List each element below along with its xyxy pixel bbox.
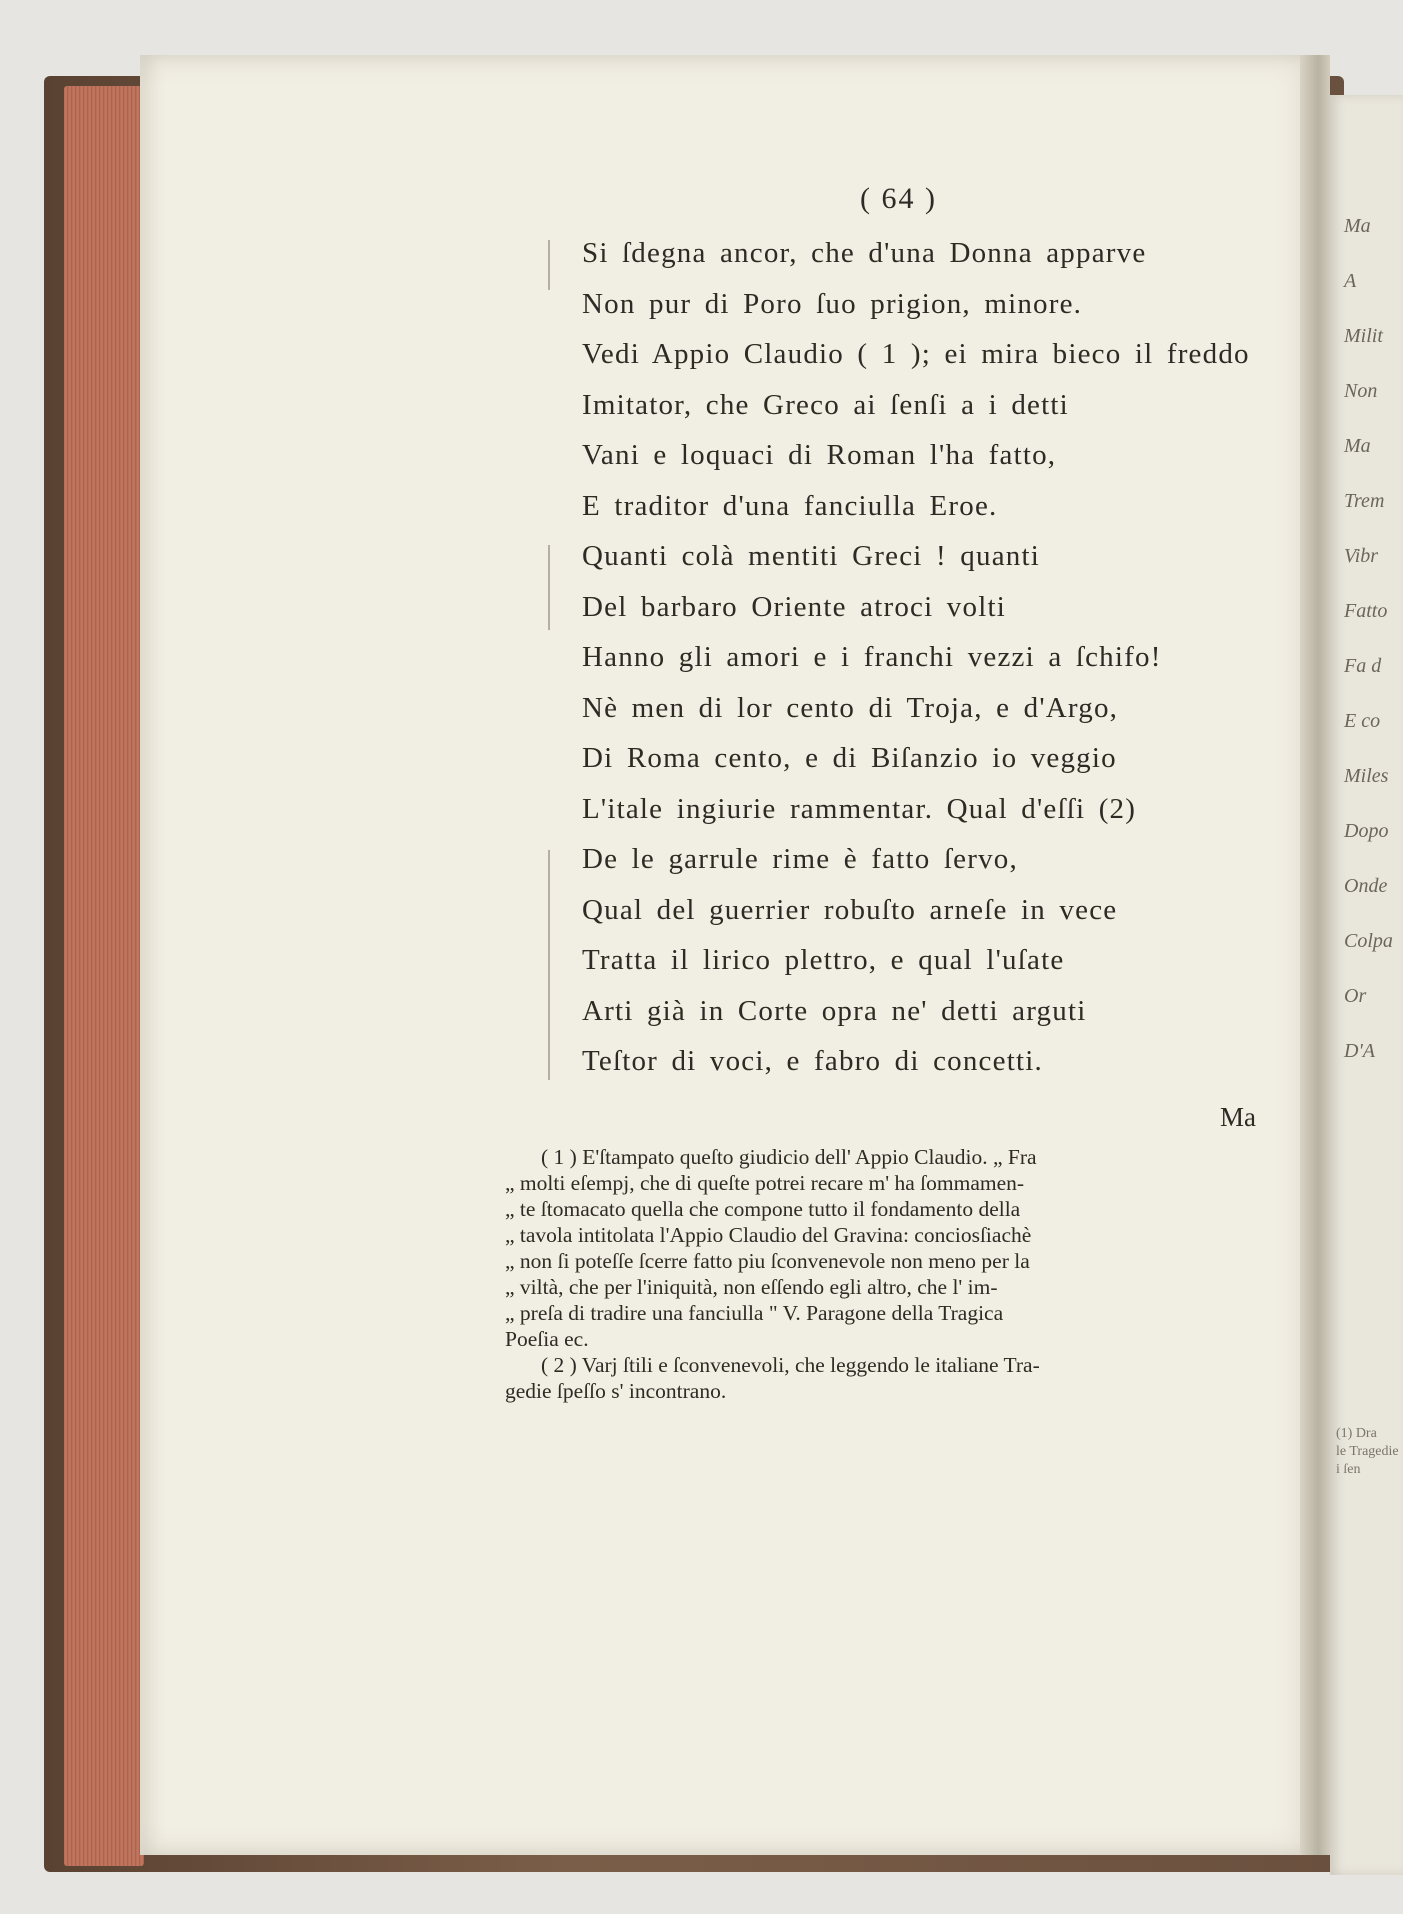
footnote-line: „ te ſtomacato quella che compone tutto il fondamento della [505,1197,1021,1221]
peek-word: Ma [1344,215,1371,237]
right-page-peek [1330,95,1403,1875]
verse-line: De le garrule rime è fatto ſervo, [582,843,1018,875]
verse-line: Nè men di lor cento di Troja, e d'Argo, [582,691,1119,724]
page-number: ( 64 ) [860,182,937,215]
peek-word: Colpa [1344,930,1393,952]
peek-word: Vibr [1344,545,1379,567]
margin-pencil-mark [548,545,550,630]
footnote-line: ( 1 ) E'ſtampato queſto giudicio dell' Appio Claudio. „ Fra [541,1145,1037,1169]
footnote [505,1144,1295,1352]
verse-line: Di Roma cento, e di Biſanzio io veggio [582,742,1117,774]
verse-line: Si ſdegna ancor, che d'una Donna apparve [582,237,1147,269]
book-gutter [1300,55,1330,1855]
peek-word: A [1344,270,1357,292]
peek-word: E co [1344,710,1381,732]
footnote-line: „ preſa di tradire una fanciulla " V. Paragone della Tragica [505,1301,1004,1325]
peek-word: Dopo [1344,820,1389,842]
verse-line: Vani e loquaci di Roman l'ha fatto, [582,439,1057,471]
verse-line: Qual del guerrier robuſto arneſe in vece [582,893,1118,926]
margin-pencil-mark [548,240,550,290]
peek-word: Ma [1344,435,1371,457]
footnote-line: Poeſia ec. [505,1327,589,1351]
right-page-footnote-fragment [1336,1425,1399,1480]
footnote-line: „ tavola intitolata l'Appio Claudio del Gravina: conciosſiachè [505,1223,1032,1247]
footnotes [505,1144,1295,1404]
peek-word: Fatto [1344,600,1388,622]
footnote-line: „ non ſi poteſſe ſcerre fatto piu ſconvenevole non meno per la [505,1249,1030,1273]
peek-word: Milit [1344,325,1383,347]
verse-line: Non pur di Poro ſuo prigion, minore. [582,287,1083,320]
peek-word: Fa d [1344,655,1382,677]
peek-word: D'A [1344,1040,1375,1062]
verse-line: L'itale ingiurie rammentar. Qual d'eſſi (2) [582,792,1137,825]
peek-word: Onde [1344,875,1388,897]
verse-line: Del barbaro Oriente atroci volti [582,590,1006,623]
peek-word: Trem [1344,490,1385,512]
catchword: Ma [1220,1102,1256,1132]
peek-word: Non [1344,380,1378,402]
footnote-line: ( 2 ) Varj ſtili e ſconvenevoli, che leggendo le italiane Tra- [541,1353,1040,1377]
verse-line: Hanno gli amori e i franchi vezzi a ſchifo! [582,641,1162,673]
footnote-line: „ viltà, che per l'iniquità, non eſſendo egli altro, che l' im- [505,1275,998,1299]
verse-line: E traditor d'una fanciulla Eroe. [582,489,998,522]
margin-pencil-mark [548,850,550,1080]
peek-word: Miles [1344,765,1389,787]
footnote [505,1352,1295,1404]
verse-line: Imitator, che Greco ai ſenſi a i detti [582,388,1069,421]
verse-block [582,228,1302,1087]
verse-line: Quanti colà mentiti Greci ! quanti [582,540,1040,572]
verse-line: Tratta il lirico plettro, e qual l'uſate [582,944,1065,976]
page-edges-red [64,86,144,1866]
footnote-line: „ molti eſempj, che di queſte potrei recare m' ha ſommamen- [505,1171,1025,1195]
verse-line: Arti già in Corte opra ne' detti arguti [582,994,1087,1027]
peek-note-line: le Tragedie [1336,1444,1399,1460]
peek-note-line: (1) Dra [1336,1426,1377,1441]
peek-word: Or [1344,985,1367,1007]
verse-line: Vedi Appio Claudio ( 1 ); ei mira bieco il freddo [582,338,1250,370]
verse-line: Teſtor di voci, e fabro di concetti. [582,1045,1043,1077]
peek-note-line: i ſen [1336,1462,1361,1478]
footnote-line: gedie ſpeſſo s' incontrano. [505,1379,727,1403]
